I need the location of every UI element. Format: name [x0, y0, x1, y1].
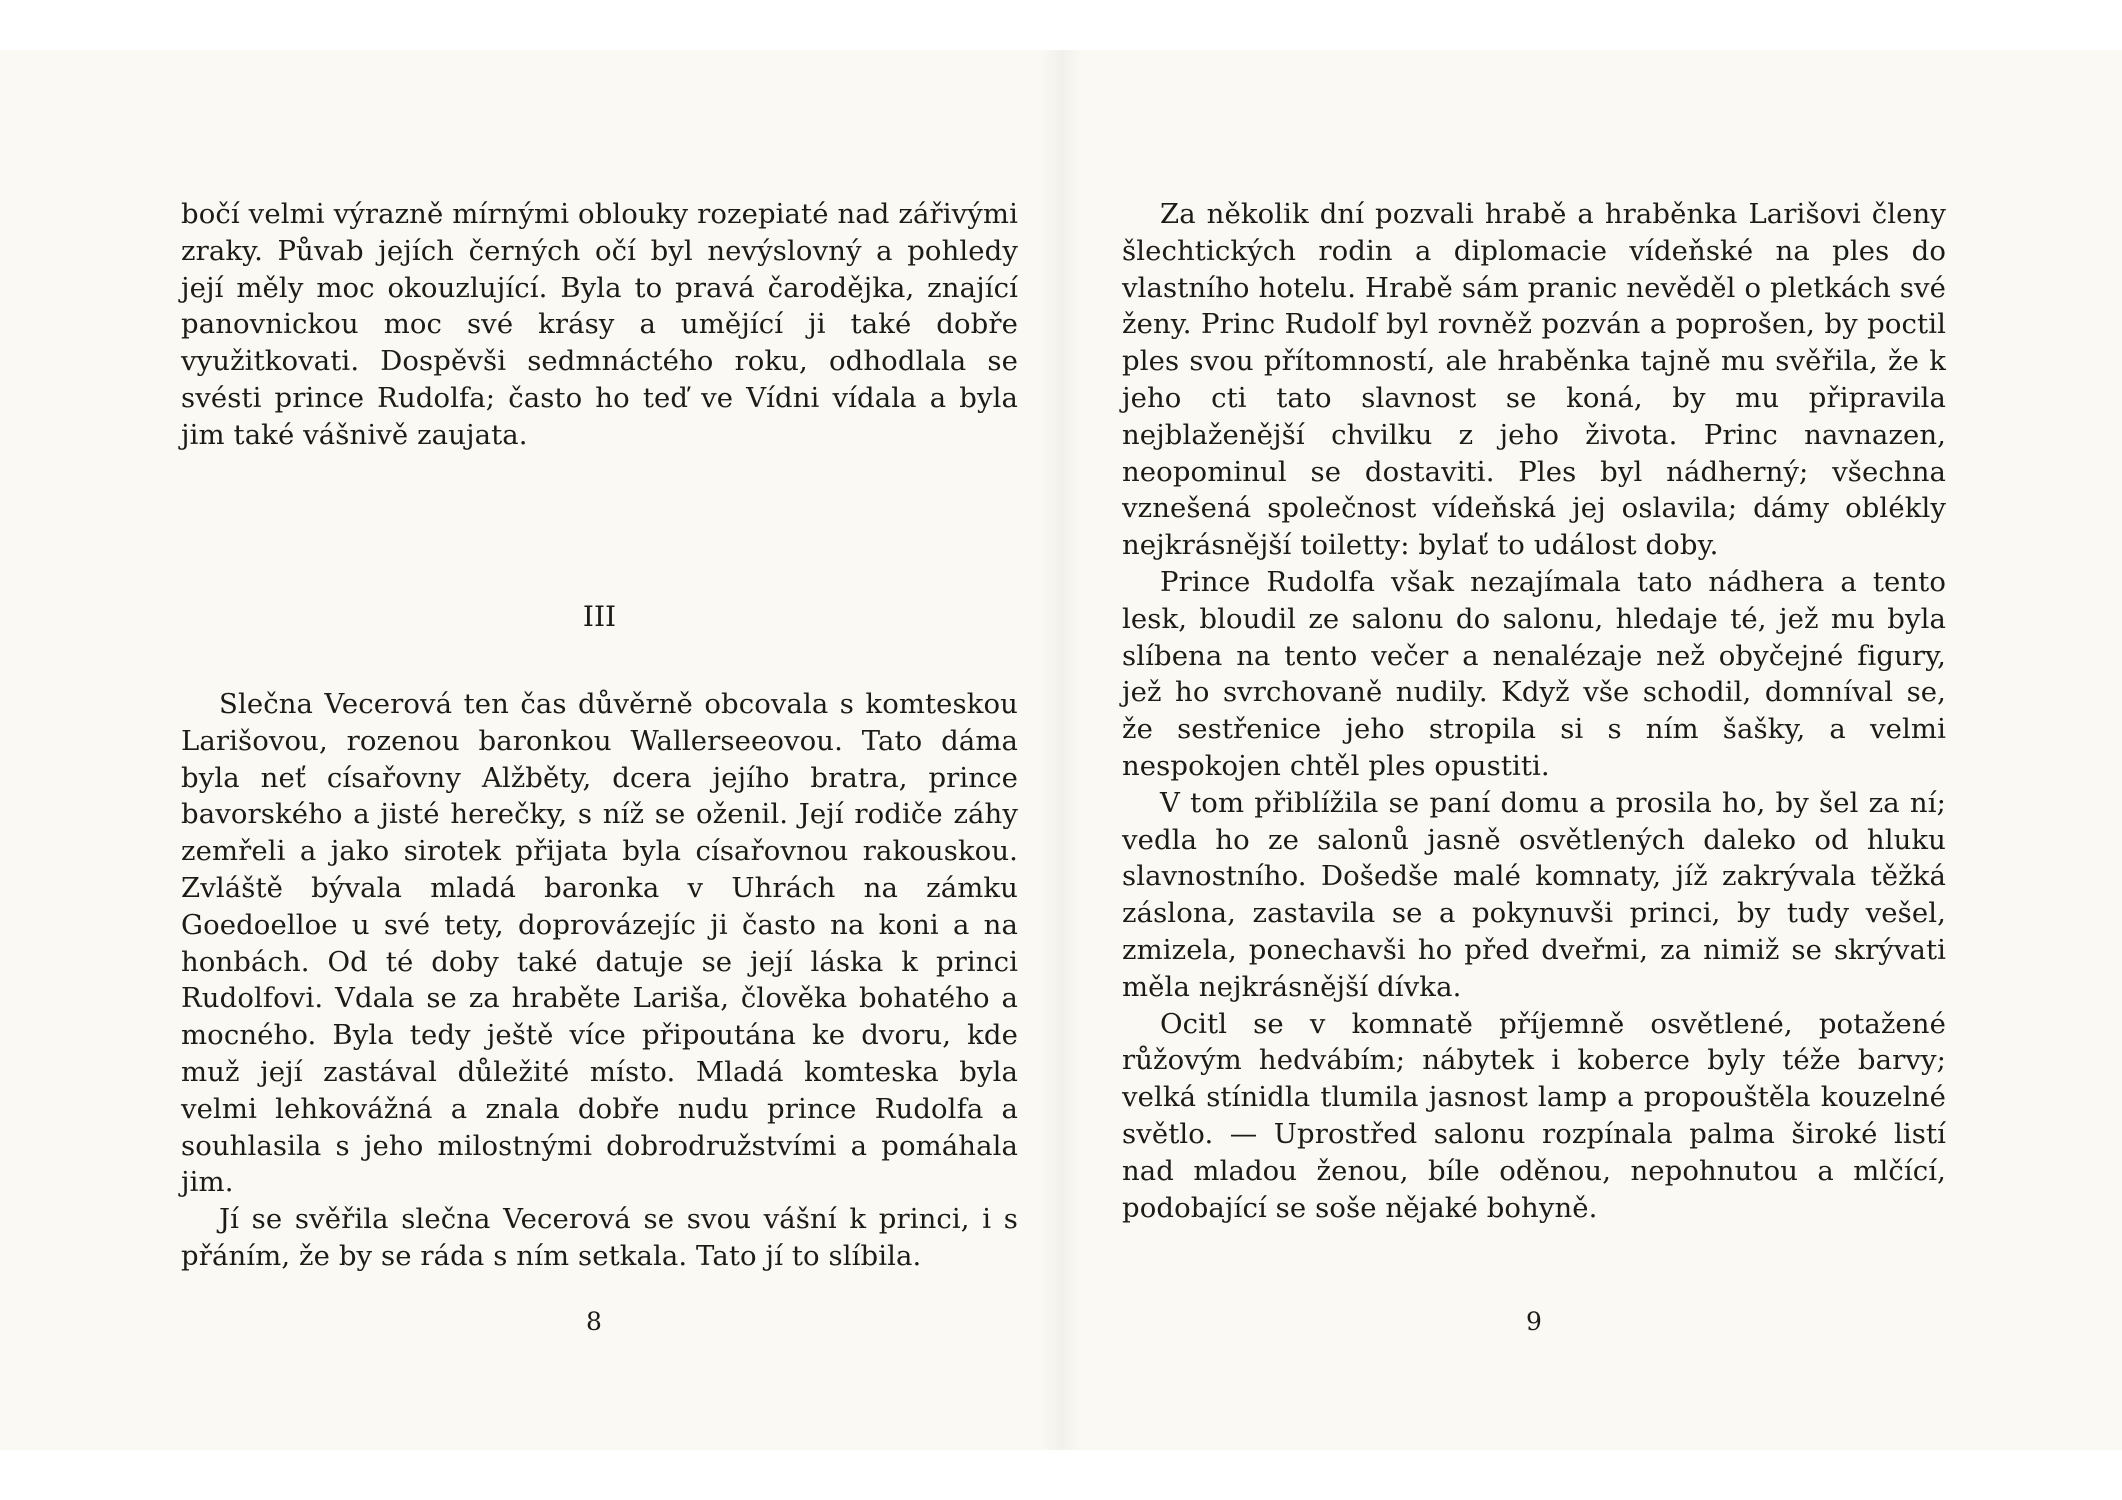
page-number-right: 9 [1526, 1307, 1542, 1336]
right-paragraph: Za několik dní pozvali hrabě a hraběnka Larišovi členy šlechtických rodin a diplomacie vídeňské na ples do vlastního hotelu. Hrabě sám pranic nevěděl o pletkách své ženy. Princ Rudolf byl rovněž pozván a poprošen, by poctil ples svou přítomností, ale hraběnka tajně mu svěřila, že k jeho cti tato slavnost se koná, by mu připravila nejblaženější chvilku z jeho života. Princ navnazen, neopominul se dostaviti. Ples byl nádherný; všechna vznešená společnost vídeňská jej oslavila; dámy oblékly nejkrásnější toiletty: bylať to událost doby. [1122, 198, 1946, 562]
right-paragraph: Ocitl se v komnatě příjemně osvětlené, potažené růžovým hedvábím; nábytek i koberce byly téže barvy; velká stínidla tlumila jasnost lamp a propouštěla kouzelné světlo. — Uprostřed salonu rozpínala palma široké listí nad mladou ženou, bíle oděnou, nepohnutou a mlčící, podobající se soše nějaké bohyně. [1122, 1007, 1946, 1224]
page-number-left: 8 [586, 1307, 602, 1336]
left-paragraph: Slečna Vecerová ten čas důvěrně obcovala s komteskou Larišovou, rozenou baronkou Wallerseeovou. Tato dáma byla neť císařovny Alžběty, dcera jejího bratra, prince bavorského a jisté herečky, s níž se oženil. Její rodiče záhy zemřeli a jako sirotek přijata byla císařovnou rakouskou. Zvláště bývala mladá baronka v Uhrách na zámku Goedoelloe u své tety, doprovázejíc ji často na koni a na honbách. Od té doby také datuje se její láska k princi Rudolfovi. Vdala se za hraběte Lariša, člověka bohatého a mocného. Byla tedy ještě více připoutána ke dvoru, kde muž její zastával důležité místo. Mladá komteska byla velmi lehkovážná a znala dobře nudu prince Rudolfa a souhlasila s jeho milostnými dobrodružstvími a pomáhala jim. [181, 688, 1018, 1199]
left-paragraph-continuation: bočí velmi výrazně mírnými oblouky rozepiaté nad zářivými zraky. Půvab jejích černých očí byl nevýslovný a pohledy její měly moc okouzlující. Byla to pravá čarodějka, znající panovnickou moc své krásy a umějící ji také dobře využitkovati. Dospěvši sedmnáctého roku, odhodlala se svésti prince Rudolfa; často ho teď ve Vídni vídala a byla jim také vášnivě zaujata. [181, 198, 1018, 451]
left-paragraph: Jí se svěřila slečna Vecerová se svou vášní k princi, i s přáním, že by se ráda s ním setkala. Tato jí to slíbila. [181, 1203, 1018, 1272]
book-spread [0, 50, 2122, 1450]
left-page-body-text [181, 686, 1018, 1275]
right-page-text [1122, 196, 1946, 1226]
chapter-heading: III [582, 600, 617, 633]
left-page-top-text [181, 196, 1018, 454]
right-paragraph: Prince Rudolfa však nezajímala tato nádhera a tento lesk, bloudil ze salonu do salonu, hledaje té, jež mu byla slíbena na tento večer a nenalézaje než obyčejné figury, jež ho svrchovaně nudily. Když vše schodil, domníval se, že sestřenice jeho stropila si s ním šašky, a velmi nespokojen chtěl ples opustiti. [1122, 565, 1946, 782]
right-paragraph: V tom přiblížila se paní domu a prosila ho, by šel za ní; vedla ho ze salonů jasně osvětlených daleko od hluku slavnostního. Došedše malé komnaty, jíž zakrývala těžká záslona, zastavila se a pokynuvši princi, by tudy vešel, zmizela, ponechavši ho před dveřmi, za nimiž se skrývati měla nejkrásnější dívka. [1122, 786, 1946, 1003]
